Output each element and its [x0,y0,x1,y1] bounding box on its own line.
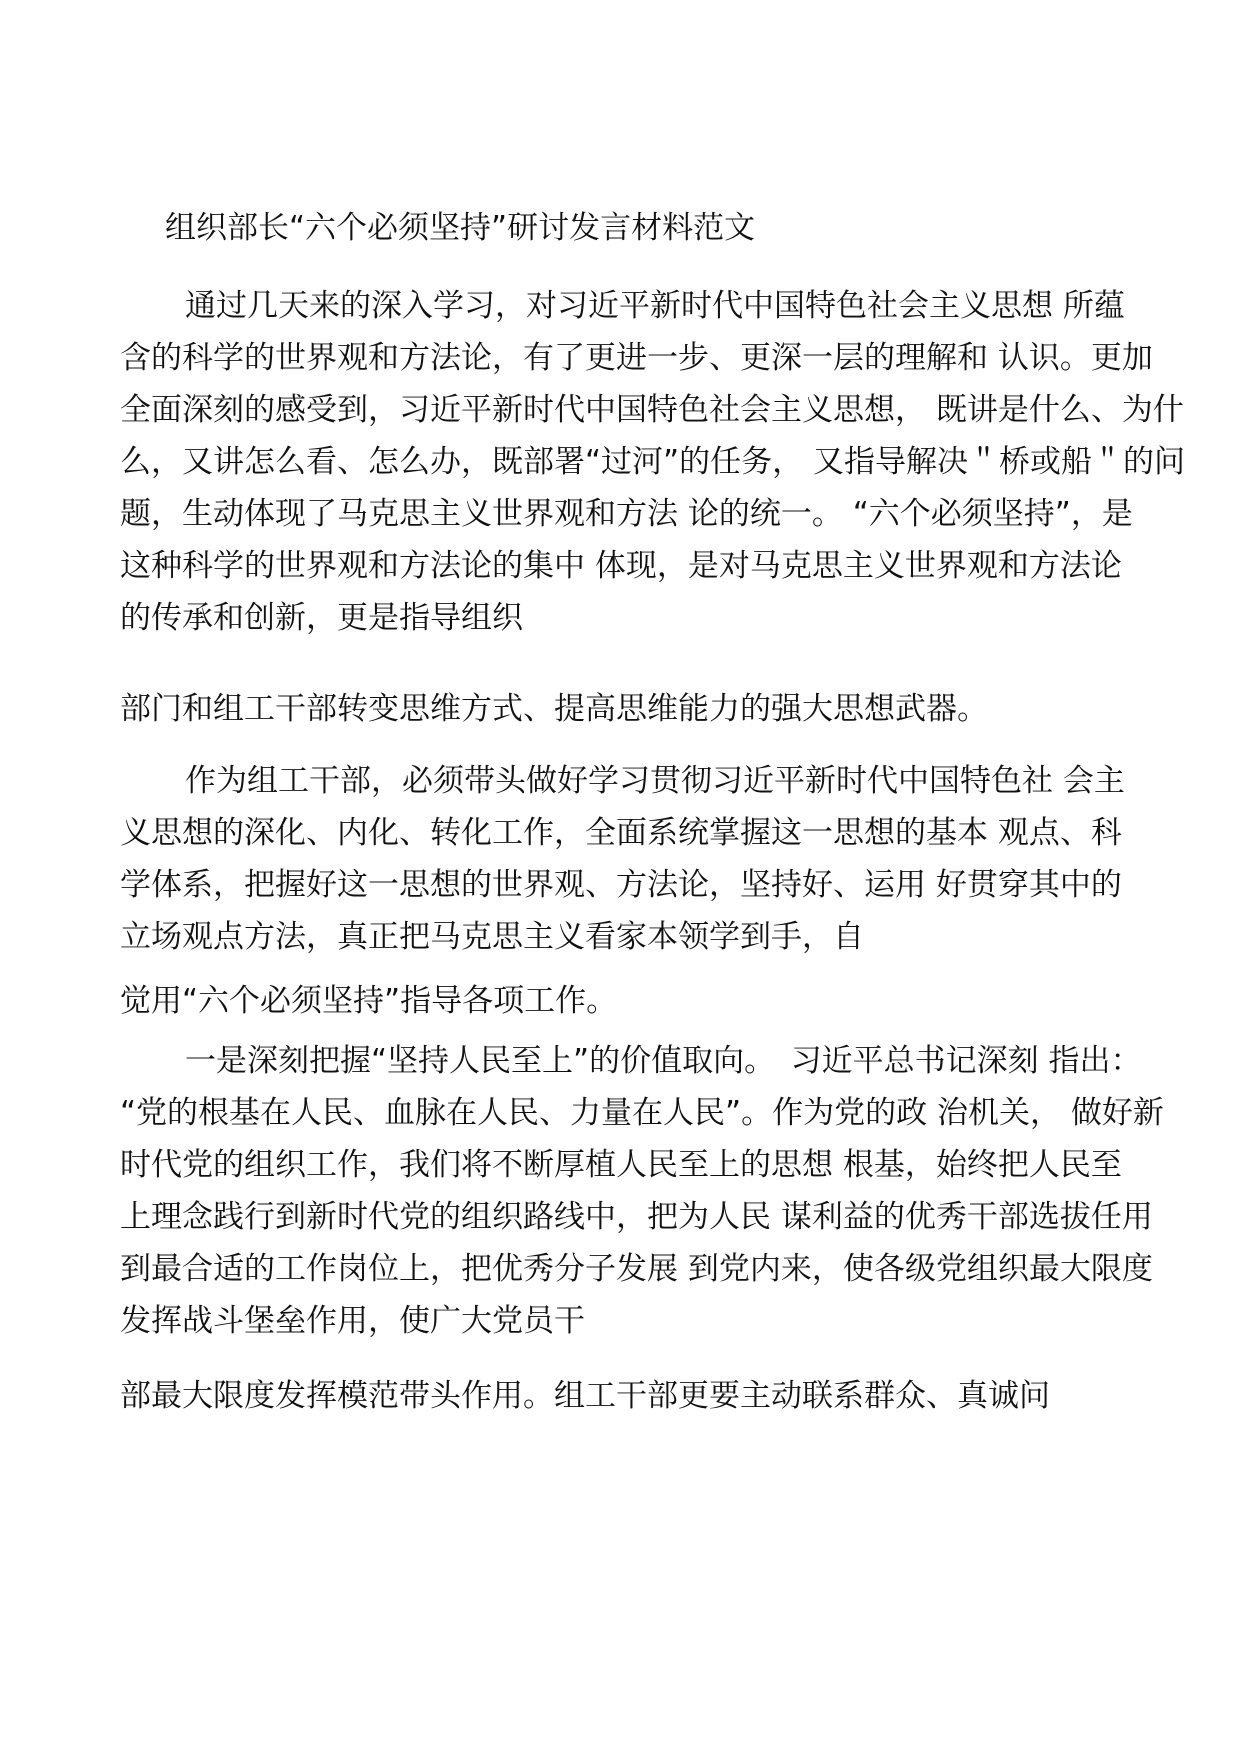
paragraph-intro [120,280,1185,644]
paragraph-line: 时代党的组织工作，我们将不断厚植人民至上的思想 根基，始终把人民至 [120,1147,1122,1183]
paragraph-line: 部门和组工干部转变思维方式、提高思维能力的强大思想武器。 [120,691,988,727]
paragraph-line: 觉用“六个必须坚持”指导各项工作。 [120,983,618,1019]
paragraph-line: 么，又讲怎么看、怎么办，既部署“过河”的任务， 又指导解决＂桥或船＂的问 [120,444,1185,480]
paragraph-line: 到最合适的工作岗位上，把优秀分子发展 到党内来，使各级党组织最大限度 [120,1251,1153,1287]
paragraph-line: 立场观点方法，真正把马克思主义看家本领学到手，自 [120,919,864,955]
paragraph-people-first-continued [120,1370,1130,1422]
paragraph-line: 上理念践行到新时代党的组织路线中，把为人民 谋利益的优秀干部选拔任用 [120,1199,1153,1235]
paragraph-line: 一是深刻把握“坚持人民至上”的价值取向。 习近平总书记深刻 指出： [185,1043,1142,1079]
paragraph-line: 这种科学的世界观和方法论的集中 体现，是对马克思主义世界观和方法论 [120,548,1122,584]
paragraph-line: 发挥战斗堡垒作用，使广大党员干 [120,1303,585,1339]
paragraph-intro-continued [120,683,1130,735]
paragraph-line: 全面深刻的感受到，习近平新时代中国特色社会主义思想， 既讲是什么、为什 [120,392,1184,428]
document-title: 组织部长“六个必须坚持”研讨发言材料范文 [165,210,756,246]
paragraph-line: 通过几天来的深入学习，对习近平新时代中国特色社会主义思想 所蕴 [185,288,1125,324]
paragraph-line: “党的根基在人民、血脉在人民、力量在人民”。作为党的政 治机关， 做好新 [120,1095,1164,1131]
paragraph-line: 的传承和创新，更是指导组织 [120,600,523,636]
paragraph-line: 义思想的深化、内化、转化工作，全面系统掌握这一思想的基本 观点、科 [120,815,1122,851]
paragraph-line: 含的科学的世界观和方法论，有了更进一步、更深一层的理解和 认识。更加 [120,340,1153,376]
paragraph-cadre-duty-continued [120,975,1130,1027]
paragraph-cadre-duty [120,755,1130,963]
paragraph-people-first [120,1035,1164,1347]
paragraph-line: 学体系，把握好这一思想的世界观、方法论，坚持好、运用 好贯穿其中的 [120,867,1122,903]
paragraph-line: 部最大限度发挥模范带头作用。组工干部更要主动联系群众、真诚问 [120,1378,1050,1414]
paragraph-line: 题，生动体现了马克思主义世界观和方法 论的统一。 “六个必须坚持”，是 [120,496,1133,532]
paragraph-line: 作为组工干部，必须带头做好学习贯彻习近平新时代中国特色社 会主 [185,763,1125,799]
